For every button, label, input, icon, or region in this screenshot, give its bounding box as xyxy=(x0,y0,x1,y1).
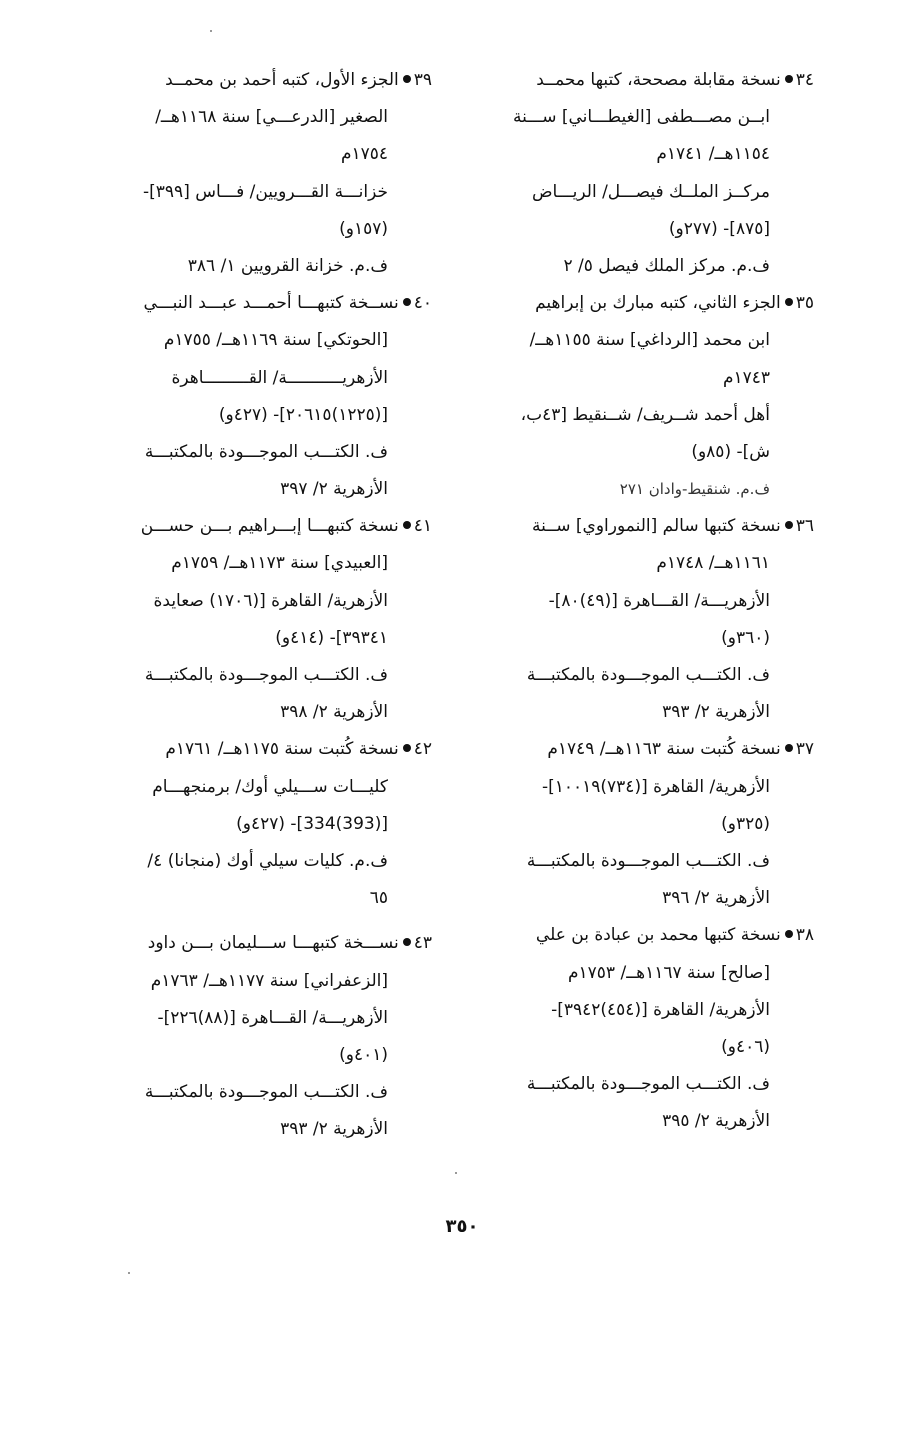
entry-line: ف. الكتـــب الموجـــودة بالمكتبـــة xyxy=(144,1082,388,1103)
entry-line: ف.م. خزانة القرويين ١/ ٣٨٦ xyxy=(187,255,388,276)
entry-line: الأزهرية/ القاهرة [(٤٥٤)٣٩٤٢]- xyxy=(551,999,770,1020)
entry-number: ٤٢ xyxy=(413,739,432,760)
entry-line: ١٧٤٣م xyxy=(722,367,770,388)
bullet-icon xyxy=(785,521,793,529)
entry-line: (١٥٧و) xyxy=(339,218,388,239)
entry-number: ٣٦ xyxy=(795,516,814,537)
entry-line: الأزهرية ٢/ ٣٩٧ xyxy=(280,479,388,500)
entry-line: (٤٠١و) xyxy=(339,1044,388,1065)
entry-line: نسخة مقابلة مصححة، كتبها محمــد xyxy=(536,70,781,90)
scan-speck xyxy=(455,1172,457,1174)
entry-line: ف. الكتـــب الموجـــودة بالمكتبـــة xyxy=(526,665,770,685)
entry-line: [الزعفراني] سنة ١١٧٧هــ/ ١٧٦٣م xyxy=(150,970,388,991)
entry-line: (٣٢٥و) xyxy=(721,813,770,834)
entry-line: ف. الكتـــب الموجـــودة بالمكتبـــة xyxy=(144,441,388,462)
entry-line: [صالح] سنة ١١٦٧هــ/ ١٧٥٣م xyxy=(568,962,770,983)
entry-line: الجزء الأول، كتبه أحمد بن محمــد xyxy=(165,70,399,90)
entry-number: ٣٤ xyxy=(795,70,814,90)
entry-line: [(١٢٢٥)٢٠٦١٥]- (٤٢٧و) xyxy=(218,404,388,425)
entry-number: ٣٥ xyxy=(795,293,814,314)
entry-line: ف. الكتـــب الموجـــودة بالمكتبـــة xyxy=(526,850,770,871)
entry-line: الأزهرية ٢/ ٣٩٣ xyxy=(280,1119,388,1140)
entry-line: خزانـــة القـــرويين/ فـــاس [٣٩٩]- xyxy=(143,181,388,202)
entry-line: ف. الكتـــب الموجـــودة بالمكتبـــة xyxy=(144,665,388,685)
entry-36 xyxy=(462,508,814,731)
entry-line: الأزهرية/ القاهرة [(٧٣٤)١٠٠١٩]- xyxy=(541,776,770,797)
bullet-icon xyxy=(785,930,793,938)
entry-43 xyxy=(72,925,432,1148)
entry-line: [الحوتكي] سنة ١١٦٩هــ/ ١٧٥٥م xyxy=(163,330,388,351)
entry-line: الأزهرية ٢/ ٣٩٣ xyxy=(662,702,770,723)
entry-line: نسخة كتبهـــا إبـــراهيم بـــن حســـن xyxy=(140,516,399,537)
entry-41 xyxy=(72,508,432,731)
entry-number: ٤٣ xyxy=(413,933,432,954)
entry-line: نسخة كُتبت سنة ١١٦٣هــ/ ١٧٤٩م xyxy=(547,739,781,760)
scan-speck xyxy=(128,1272,130,1274)
entry-line: نســخة كتبهـــا أحمـــد عبـــد النبـــي xyxy=(143,293,399,314)
entry-line: ١١٦١هــ/ ١٧٤٨م xyxy=(656,553,770,574)
bullet-icon xyxy=(403,938,411,946)
entry-number: ٤١ xyxy=(413,516,432,537)
entry-line: ابن محمد [الرداغي] سنة ١١٥٥هــ/ xyxy=(529,330,770,351)
entry-line: ابــن مصـــطفى [الغيطـــاني] ســـنة xyxy=(513,107,770,128)
entry-line: نسخة كتبها محمد بن عبادة بن علي xyxy=(535,925,781,946)
scan-speck xyxy=(210,30,212,32)
entry-line: [العبيدي] سنة ١١٧٣هــ/ ١٧٥٩م xyxy=(171,553,388,574)
entry-39 xyxy=(72,62,432,285)
entry-line: ٦٥ xyxy=(369,888,388,909)
entry-line: الأزهريـــة/ القـــاهرة [(٤٩)٨٠]- xyxy=(548,590,770,611)
bullet-icon xyxy=(403,75,411,83)
entry-line: ف.م. شنقيط-وادان ٢٧١ xyxy=(619,480,770,499)
bullet-icon xyxy=(403,744,411,752)
entry-37 xyxy=(462,731,814,917)
entry-line: ف.م. كليات سيلي أوك (منجانا) ٤/ xyxy=(147,850,388,871)
entry-line: الأزهرية/ القاهرة [(١٧٠٦) صعايدة xyxy=(153,590,388,611)
entry-line: أهل أحمد شــريف/ شــنقيط [٤٣ب، xyxy=(520,404,770,425)
entry-line: الأزهرية ٢/ ٣٩٥ xyxy=(662,1111,770,1132)
entry-line: نســـخة كتبهـــا ســـليمان بـــن داود xyxy=(147,933,399,954)
entry-line: كليـــات ســـيلي أوك/ برمنجهـــام xyxy=(152,776,388,797)
entry-line: (٤٠٦و) xyxy=(721,1036,770,1057)
bullet-icon xyxy=(403,298,411,306)
left-column xyxy=(72,62,432,1148)
entry-number: ٣٨ xyxy=(795,925,814,946)
entry-line: (٣٦٠و) xyxy=(721,627,770,648)
entry-number: ٣٧ xyxy=(795,739,814,760)
bullet-icon xyxy=(785,298,793,306)
page-number: ٣٥٠ xyxy=(445,1216,479,1237)
entry-line: ٣٩٣٤١]- (٤١٤و) xyxy=(275,627,388,648)
entry-line: الأزهرية ٢/ ٣٩٨ xyxy=(280,702,388,723)
entry-line: نسخة كتبها سالم [النموراوي] ســنة xyxy=(532,516,781,537)
entry-40 xyxy=(72,285,432,508)
entry-line: ش]- (٨٥و) xyxy=(691,441,770,462)
right-column xyxy=(462,62,814,1140)
bullet-icon xyxy=(785,75,793,83)
entry-number: ٤٠ xyxy=(413,293,432,314)
entry-line: ف.م. مركز الملك فيصل ٥/ ٢ xyxy=(563,255,770,276)
entry-number: ٣٩ xyxy=(413,70,432,90)
entry-line: ١١٥٤هــ/ ١٧٤١م xyxy=(656,144,770,165)
entry-line: مركــز الملــك فيصـــل/ الريـــاض xyxy=(531,181,770,202)
entry-35 xyxy=(462,285,814,508)
entry-line: الجزء الثاني، كتبه مبارك بن إبراهيم xyxy=(535,293,781,314)
entry-line: [(393)334]- (٤٢٧و) xyxy=(236,813,388,834)
entry-line: ف. الكتـــب الموجـــودة بالمكتبـــة xyxy=(526,1074,770,1095)
entry-line: [٨٧٥]- (٢٧٧و) xyxy=(668,218,770,239)
entry-line: ١٧٥٤م xyxy=(340,144,388,165)
bullet-icon xyxy=(403,521,411,529)
entry-line: نسخة كُتبت سنة ١١٧٥هــ/ ١٧٦١م xyxy=(165,739,399,760)
entry-line: الأزهرية ٢/ ٣٩٦ xyxy=(662,888,770,909)
entry-38 xyxy=(462,917,814,1140)
entry-42 xyxy=(72,731,432,917)
entry-line: الصغير [الدرعـــي] سنة ١١٦٨هــ/ xyxy=(155,107,388,128)
entry-34 xyxy=(462,62,814,285)
bullet-icon xyxy=(785,744,793,752)
entry-line: الأزهريـــة/ القـــاهرة [(٨٨)٢٢٦]- xyxy=(157,1007,388,1028)
entry-line: الأزهريـــــــــــة/ القـــــــــاهرة xyxy=(171,367,388,388)
